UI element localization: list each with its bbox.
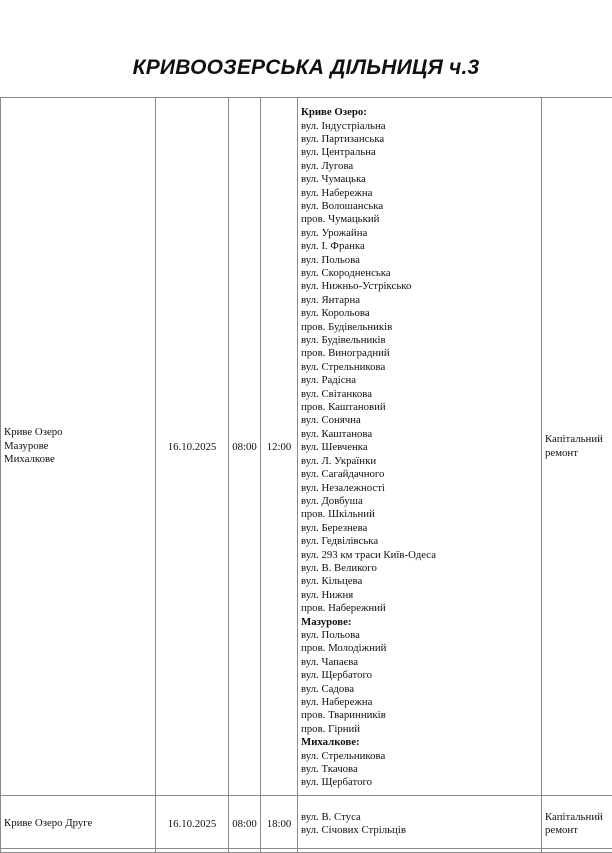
reason-text: Капітальний	[545, 811, 609, 824]
street-item: вул. Сагайдачного	[301, 468, 538, 481]
street-item: вул. Набережна	[301, 696, 538, 709]
street-item: пров. Набережний	[301, 602, 538, 615]
street-item: вул. Будівельників	[301, 334, 538, 347]
street-item: пров. Будівельників	[301, 321, 538, 334]
street-item: пров. Молодіжний	[301, 642, 538, 655]
street-item: вул. Кільцева	[301, 575, 538, 588]
street-item: вул. Польова	[301, 629, 538, 642]
settlement-name: Криве Озеро Друге	[4, 817, 152, 830]
street-item: вул. В. Великого	[301, 562, 538, 575]
street-item: вул. І. Франка	[301, 240, 538, 253]
street-item: вул. Щербатого	[301, 669, 538, 682]
table-row	[1, 98, 612, 796]
street-item: вул. Волошанська	[301, 200, 538, 213]
end-time-cell: 18:00	[261, 796, 298, 853]
addresses-cell	[298, 796, 542, 853]
street-item: пров. Виноградний	[301, 347, 538, 360]
street-item: вул. Шевченка	[301, 441, 538, 454]
settlement-heading: Михалкове:	[301, 736, 538, 749]
street-item: вул. 293 км траси Київ-Одеса	[301, 549, 538, 562]
date-cell: 16.10.2025	[156, 98, 229, 796]
street-item: вул. Щербатого	[301, 776, 538, 789]
street-item: вул. Березнева	[301, 522, 538, 535]
street-item: вул. Набережна	[301, 187, 538, 200]
reason-text: ремонт	[545, 824, 609, 837]
street-item: вул. Л. Українки	[301, 455, 538, 468]
street-item: вул. Нижня	[301, 589, 538, 602]
street-item: вул. Лугова	[301, 160, 538, 173]
street-item: вул. Центральна	[301, 146, 538, 159]
start-time-cell: 08:00	[229, 98, 261, 796]
street-item: вул. Січових Стрільців	[301, 824, 538, 837]
end-time-cell: 12:00	[261, 98, 298, 796]
street-item: вул. Янтарна	[301, 294, 538, 307]
street-item: пров. Чумацький	[301, 213, 538, 226]
start-time-cell: 08:00	[229, 796, 261, 853]
street-item: вул. Чумацька	[301, 173, 538, 186]
reason-text: ремонт	[545, 447, 609, 460]
street-item: вул. Стрельникова	[301, 750, 538, 763]
settlement-heading: Криве Озеро:	[301, 106, 538, 119]
street-item: вул. Сонячна	[301, 414, 538, 427]
street-item: вул. Стрельникова	[301, 361, 538, 374]
street-item: вул. Каштанова	[301, 428, 538, 441]
street-item: вул. Індустріальна	[301, 120, 538, 133]
street-item: вул. Світанкова	[301, 388, 538, 401]
settlement-name: Мазурове	[4, 440, 152, 453]
reason-cell	[542, 98, 612, 796]
settlements-cell	[1, 796, 156, 853]
street-item: вул. Польова	[301, 254, 538, 267]
street-item: вул. Урожайна	[301, 227, 538, 240]
reason-text: Капітальний	[545, 433, 609, 446]
street-item: вул. Партизанська	[301, 133, 538, 146]
outage-schedule-table	[0, 97, 612, 853]
settlement-name: Криве Озеро	[4, 426, 152, 439]
street-item: вул. Гедвілівська	[301, 535, 538, 548]
settlements-cell	[1, 98, 156, 796]
street-item: вул. Нижньо-Устріксько	[301, 280, 538, 293]
reason-cell	[542, 796, 612, 853]
street-item: пров. Каштановий	[301, 401, 538, 414]
date-cell: 16.10.2025	[156, 796, 229, 853]
addresses-cell	[298, 98, 542, 796]
page-title: КРИВООЗЕРСЬКА ДІЛЬНИЦЯ ч.3	[0, 56, 612, 80]
street-item: вул. Незалежності	[301, 482, 538, 495]
street-item: вул. Садова	[301, 683, 538, 696]
street-item: вул. Скородненська	[301, 267, 538, 280]
street-item: пров. Гірний	[301, 723, 538, 736]
street-item: вул. Корольова	[301, 307, 538, 320]
table-row	[1, 796, 612, 853]
street-item: вул. В. Стуса	[301, 811, 538, 824]
street-item: пров. Тваринників	[301, 709, 538, 722]
street-item: вул. Ткачова	[301, 763, 538, 776]
settlement-name: Михалкове	[4, 453, 152, 466]
street-item: вул. Чапаєва	[301, 656, 538, 669]
street-item: вул. Довбуша	[301, 495, 538, 508]
street-item: пров. Шкільний	[301, 508, 538, 521]
street-item: вул. Радісна	[301, 374, 538, 387]
settlement-heading: Мазурове:	[301, 616, 538, 629]
